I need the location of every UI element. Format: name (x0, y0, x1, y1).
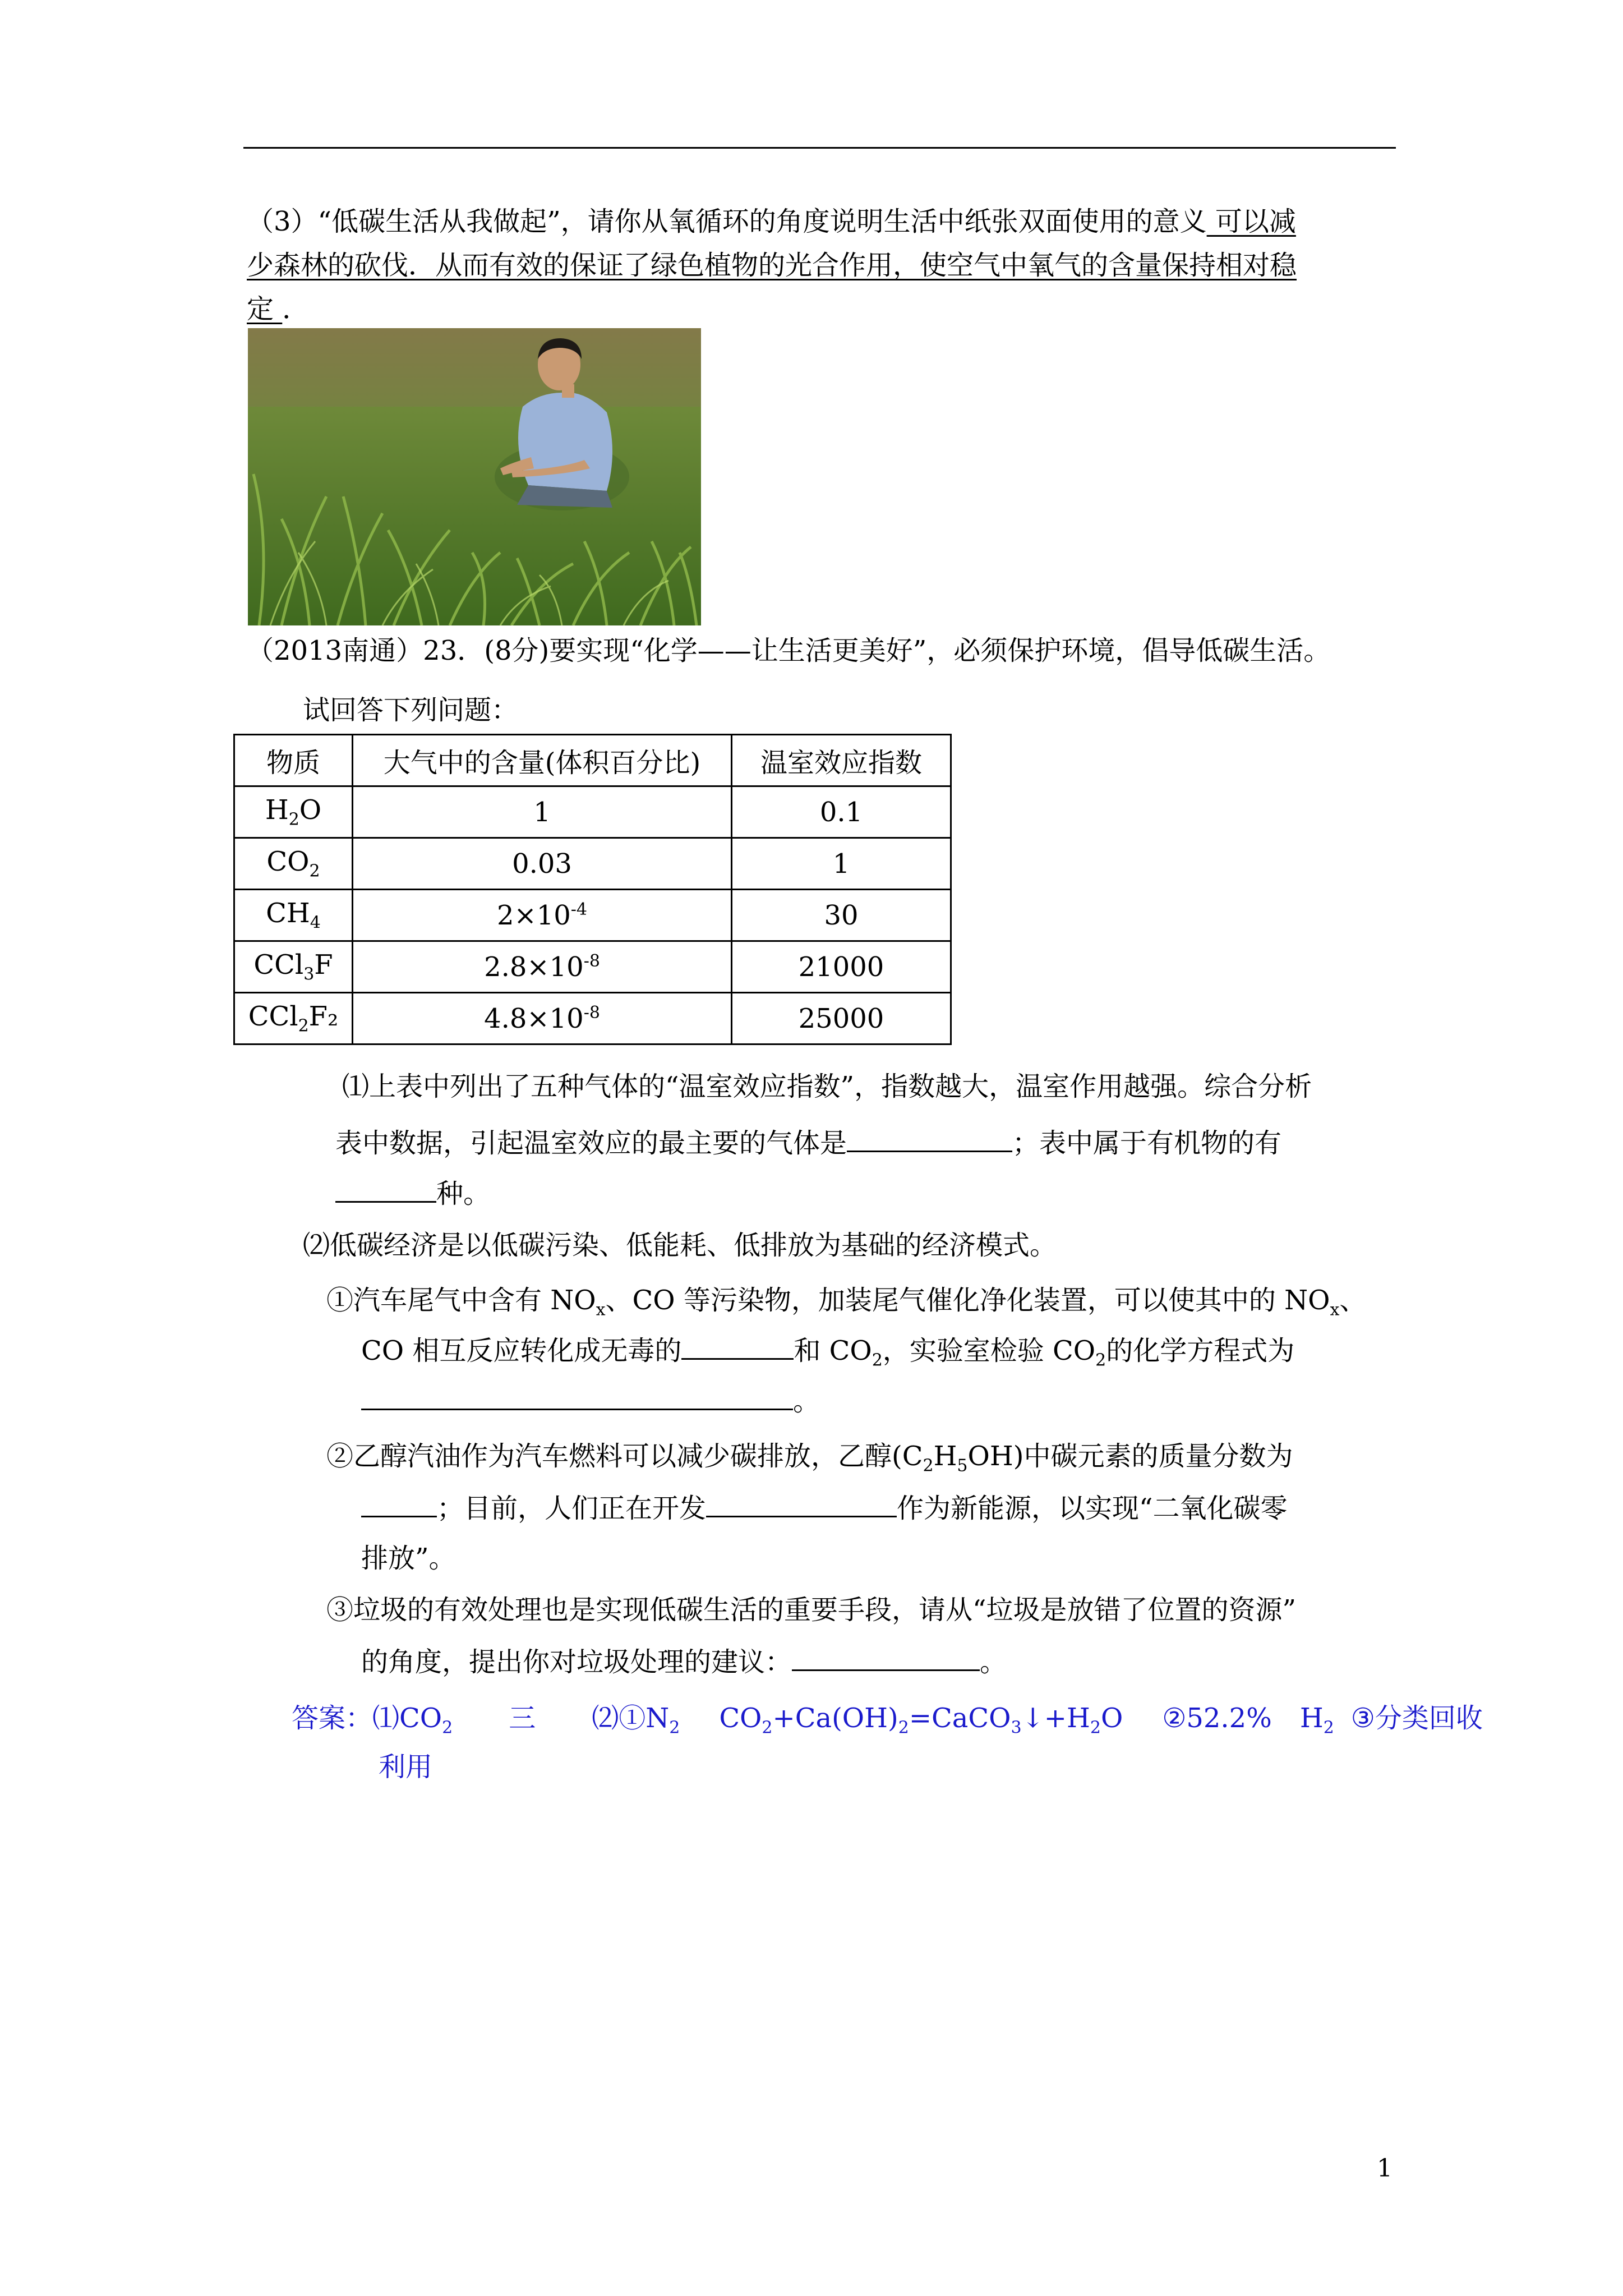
p2-s3-line1: ③垃圾的有效处理也是实现低碳生活的重要手段，请从“垃圾是放错了位置的资源” (326, 1594, 1297, 1626)
header-content: 大气中的含量(体积百分比) (353, 735, 732, 786)
p2-s2-line1: ②乙醇汽油作为汽车燃料可以减少碳排放，乙醇$(C_2H_5OH)$中碳元素的质量分数为 (326, 1441, 1293, 1476)
problem-header: （2013南通）23．(8分)要实现“化学——让生活更美好”，必须保护环境，倡导低碳生活。 (247, 635, 1331, 666)
q3-prompt: （3）“低碳生活从我做起”，请你从氧循环的角度说明生活中纸张双面使用的意义 (247, 206, 1207, 237)
answer-blank-suggestion (792, 1644, 980, 1671)
header-rule (243, 147, 1396, 149)
cell-index: 21000 (732, 941, 951, 993)
p1-line2: 表中数据，引起温室效应的最主要的气体是 ；表中属于有机物的有 (335, 1125, 1281, 1160)
p1-line1: ⑴上表中列出了五种气体的“温室效应指数”，指数越大，温室作用越强。综合分析 (342, 1071, 1312, 1102)
p2-s3-line2: 的角度，提出你对垃圾处理的建议： 。 (361, 1644, 1007, 1679)
cell-content: 0.03 (353, 838, 732, 890)
answer-label: 答案： (292, 1703, 373, 1734)
cell-content: $2\times 10^{-4}$ (353, 890, 732, 941)
q3-line2 (247, 249, 1297, 282)
p1-line3: 种。 (335, 1175, 490, 1211)
table-row (234, 838, 951, 890)
gas-table (233, 734, 952, 1045)
p2-s1-line3: 。 (361, 1383, 820, 1418)
cell-substance: $CH_4$ (234, 890, 353, 941)
p2-s2-line2: ；目前，人们正在开发 作为新能源，以实现“二氧化碳零 (361, 1490, 1288, 1525)
cell-substance: CCl$_3$F (234, 941, 353, 993)
table-row (234, 786, 951, 838)
answer-blank-mass-fraction (361, 1490, 437, 1517)
header-index: 温室效应指数 (732, 735, 951, 786)
cell-index: 1 (732, 838, 951, 890)
answer-line2: 利用 (379, 1751, 433, 1783)
cell-content: 1 (353, 786, 732, 838)
header-substance: 物质 (234, 735, 353, 786)
q3-answer-part1: 可以减 (1206, 206, 1296, 237)
cell-content: $4.8\times 10^{-8}$ (353, 993, 732, 1045)
q3-line3 (247, 292, 309, 326)
q3-line1 (247, 205, 1296, 238)
p2-s1-line2: CO 相互反应转化成无毒的 和 $CO_2$，实验室检验 $CO_2$的化学方程式为 (361, 1332, 1294, 1378)
table-header-row (234, 735, 951, 786)
q3-answer-part2: 少森林的砍伐．从而有效的保证了绿色植物的光合作用，使空气中氧气的含量保持相对稳 (247, 250, 1297, 281)
cell-index: 0.1 (732, 786, 951, 838)
answer-blank-gas (847, 1125, 1012, 1152)
cell-substance: $CO_2$ (234, 838, 353, 890)
p2-intro: ⑵低碳经济是以低碳污染、低能耗、低排放为基础的经济模式。 (303, 1230, 1057, 1261)
q3-period: ． (282, 293, 310, 325)
cell-index: 25000 (732, 993, 951, 1045)
cell-content: $2.8\times 10^{-8}$ (353, 941, 732, 993)
page-number: 1 (1377, 2154, 1393, 2183)
table-row (234, 941, 951, 993)
cell-substance: $H_2O$ (234, 786, 353, 838)
answer-blank-nontoxic (681, 1332, 794, 1360)
p2-s2-line3: 排放”。 (361, 1543, 456, 1574)
answer-line1: 答案：$⑴CO_2$ 三 $⑵①N_2$ $CO_2+Ca(OH)_2=CaCO_3↓+H_2O$ ②52.2% $H_2$ ③分类回收 (292, 1703, 1483, 1738)
problem-intro: 试回答下列问题： (303, 694, 519, 726)
cell-substance: CCl$_2$F₂ (234, 993, 353, 1045)
table-row (234, 890, 951, 941)
cell-index: 30 (732, 890, 951, 941)
q3-answer-part3: 定 (247, 293, 283, 325)
answer-blank-new-energy (706, 1490, 897, 1517)
farmer-field-photo (248, 328, 701, 625)
answer-blank-count (335, 1175, 436, 1203)
p2-s1-line1: ①汽车尾气中含有 $NO_x$、CO 等污染物，加装尾气催化净化装置，可以使其中的 $NO_x$、 (326, 1285, 1367, 1320)
table-row (234, 993, 951, 1045)
answer-blank-equation (361, 1383, 793, 1410)
